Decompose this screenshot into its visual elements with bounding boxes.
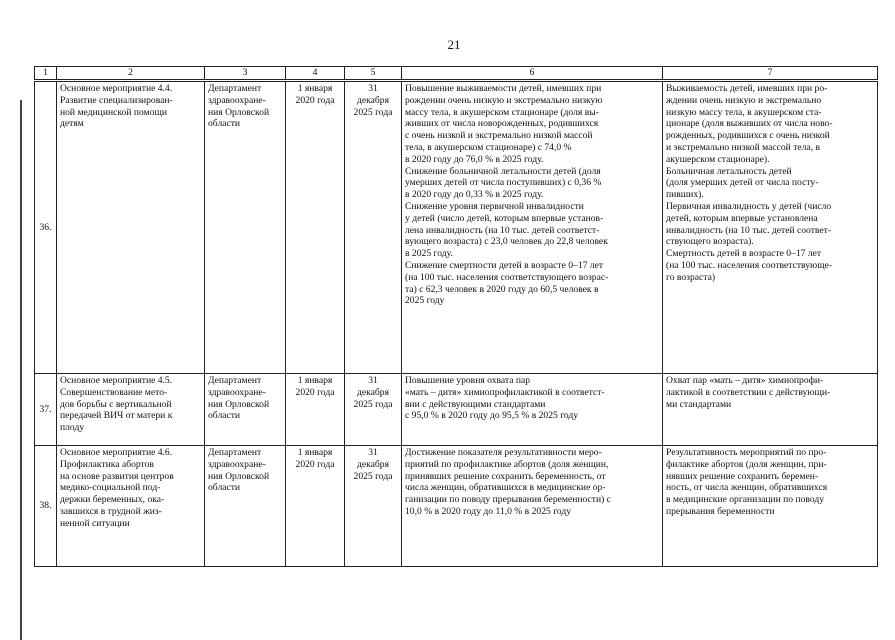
text-line: 1 января <box>297 83 333 94</box>
text-line: Выживаемость детей, имевших при ро- <box>666 83 828 94</box>
text-line: держки беременных, ока- <box>60 494 165 506</box>
text-line: здравоохране- <box>208 386 266 398</box>
text-line: (на 100 тыс. населения соответствующего возрас- <box>405 271 609 283</box>
text-line: здравоохране- <box>208 458 266 470</box>
text-line: передачей ВИЧ от матери к <box>60 410 173 422</box>
column-header: 7 <box>663 67 878 81</box>
text-line: Результативность мероприятий по про- <box>666 447 827 458</box>
text-line: ния Орловской <box>208 398 270 410</box>
text-line: завшихся в трудной жиз- <box>60 505 162 517</box>
row-number-cell: 38. <box>35 446 57 567</box>
end-date-cell <box>345 446 402 567</box>
start-date-cell <box>286 374 345 446</box>
text-line: 31 <box>368 83 378 94</box>
text-line: декабря <box>356 94 389 106</box>
start-date-cell <box>286 446 345 567</box>
text-line: Департамент <box>208 375 262 386</box>
expected-results-cell <box>402 446 663 567</box>
text-line: Достижение показателя результативности меро- <box>405 447 602 458</box>
text-line: Департамент <box>208 447 262 458</box>
text-line: 2020 года <box>295 386 335 398</box>
text-line: Смертность детей в возрасте 0–17 лет <box>666 248 822 260</box>
table-row <box>35 446 878 567</box>
text-line: «мать – дитя» химиопрофилактикой в соответст- <box>405 386 605 398</box>
page-number: 21 <box>447 37 461 52</box>
text-line: детей, которым впервые установлена <box>666 212 818 224</box>
text-line: умерших детей от числа поступивших) с 0,36 % <box>405 177 602 189</box>
row-number-cell: 36. <box>35 81 57 374</box>
text-line: у детей (число детей, которым впервые установ- <box>405 212 604 224</box>
indicators-cell <box>663 446 878 567</box>
text-line: лактикой в соответствии с действующи- <box>666 386 831 398</box>
text-line: декабря <box>356 458 389 470</box>
text-line: рожденных, родившихся с очень низкой <box>666 130 830 142</box>
column-header: 5 <box>345 67 402 81</box>
text-line: ми стандартами <box>666 398 732 410</box>
text-line: области <box>208 482 241 494</box>
text-line: 31 <box>368 447 378 458</box>
text-line: дов борьбы с вертикальной <box>60 398 172 410</box>
end-date-cell <box>345 81 402 374</box>
column-header: 4 <box>286 67 345 81</box>
text-line: декабря <box>356 386 389 398</box>
text-line: акушерском стационаре). <box>666 153 770 165</box>
text-line: Основное мероприятие 4.4. <box>60 83 173 94</box>
column-header: 2 <box>57 67 205 81</box>
text-line: 31 <box>368 375 378 386</box>
indicators-cell <box>663 81 878 374</box>
table-row <box>35 374 878 446</box>
text-line: Больничная летальность детей <box>666 165 792 177</box>
text-line: филактике абортов (доля женщин, при- <box>666 458 827 470</box>
text-line: области <box>208 118 241 130</box>
activity-name-cell <box>57 446 205 567</box>
text-line: массу тела, в акушерском стационаре (доля вы- <box>405 106 599 118</box>
text-line: Основное мероприятие 4.5. <box>60 375 173 386</box>
text-line: 2025 года <box>353 398 393 410</box>
end-date-cell <box>345 374 402 446</box>
start-date-cell <box>286 81 345 374</box>
text-line: живших от числа новорожденных, родившихся <box>405 118 599 130</box>
expected-results-cell <box>402 374 663 446</box>
activity-name-cell <box>57 81 205 374</box>
text-line: детям <box>60 118 84 130</box>
text-line: Первичная инвалидность у детей (число <box>666 200 832 212</box>
executor-cell <box>205 446 286 567</box>
text-line: вии с действующими стандартами <box>405 398 546 410</box>
text-line: в медицинские организации по поводу <box>666 494 825 506</box>
binding-margin-line <box>20 100 22 640</box>
text-line: низкую массу тела, в акушерском ста- <box>666 106 822 118</box>
text-line: ционаре (доля выживших от числа ново- <box>666 118 833 130</box>
text-line: ной медицинской помощи <box>60 106 167 118</box>
text-line: Повышение выживаемости детей, имевших при <box>405 83 602 94</box>
text-line: лена инвалидность (на 10 тыс. детей соответст- <box>405 224 600 236</box>
text-line: 10,0 % в 2020 году до 11,0 % в 2025 году <box>405 505 572 517</box>
text-line: ганизации по поводу прерывания беременности) с <box>405 494 611 506</box>
table-row <box>35 81 878 374</box>
text-line: Снижение уровня первичной инвалидности <box>405 200 584 212</box>
text-line: пивших). <box>666 189 704 201</box>
row-number-cell: 37. <box>35 374 57 446</box>
text-line: медико-социальной под- <box>60 482 161 494</box>
text-line: рождении очень низкую и экстремально низкую <box>405 94 603 106</box>
text-line: 2025 года <box>353 106 393 118</box>
text-line: тела, в акушерском стационаре) с 74,0 % <box>405 141 572 153</box>
column-header: 6 <box>402 67 663 81</box>
text-line: в 2025 году. <box>405 248 453 260</box>
text-line: Развитие специализирован- <box>60 94 173 106</box>
text-line: Департамент <box>208 83 262 94</box>
text-line: Основное мероприятие 4.6. <box>60 447 173 458</box>
indicators-cell <box>663 374 878 446</box>
text-line: плоду <box>60 422 85 434</box>
text-line: прерывания беременности <box>666 505 775 517</box>
text-line: с очень низкой и экстремально низкой массой <box>405 130 593 142</box>
expected-results-cell <box>402 81 663 374</box>
text-line: ния Орловской <box>208 106 270 118</box>
text-line: и экстремально низкой массой тела, в <box>666 141 821 153</box>
text-line: 2025 году <box>405 295 445 307</box>
text-line: здравоохране- <box>208 94 266 106</box>
text-line: области <box>208 410 241 422</box>
text-line: ненной ситуации <box>60 517 130 529</box>
text-line: ствующего возраста). <box>666 236 754 248</box>
text-line: приятий по профилактике абортов (доля женщин, <box>405 458 609 470</box>
text-line: Снижение больничной летальности детей (доля <box>405 165 601 177</box>
text-line: Охват пар «мать – дитя» химиопрофи- <box>666 375 824 386</box>
text-line: Профилактика абортов <box>60 458 154 470</box>
text-line: ния Орловской <box>208 470 270 482</box>
text-line: 2020 года <box>295 94 335 106</box>
text-line: (на 100 тыс. населения соответствующе- <box>666 259 833 271</box>
text-line: (доля умерших детей от числа посту- <box>666 177 819 189</box>
text-line: на основе развития центров <box>60 470 174 482</box>
text-line: ность, от числа женщин, обратившихся <box>666 482 828 494</box>
text-line: 1 января <box>297 447 333 458</box>
text-line: в 2020 году до 76,0 % в 2025 году. <box>405 153 544 165</box>
text-line: вующего возраста) с 23,0 человек до 22,8 человек <box>405 236 608 248</box>
text-line: 1 января <box>297 375 333 386</box>
text-line: Повышение уровня охвата пар <box>405 375 531 386</box>
text-line: принявших решение сохранить беременность, от <box>405 470 606 482</box>
text-line: ждении очень низкую и экстремально <box>666 94 822 106</box>
text-line: Совершенствование мето- <box>60 386 168 398</box>
column-header: 3 <box>205 67 286 81</box>
executor-cell <box>205 81 286 374</box>
text-line: нявших решение сохранить беремен- <box>666 470 819 482</box>
column-number-header-row <box>35 67 878 81</box>
text-line: инвалидность (на 10 тыс. детей соответ- <box>666 224 832 236</box>
text-line: 2020 года <box>295 458 335 470</box>
text-line: го возраста) <box>666 271 716 283</box>
text-line: в 2020 году до 0,33 % в 2025 году. <box>405 189 544 201</box>
text-line: та) с 62,3 человек в 2020 году до 60,5 человек в <box>405 283 599 295</box>
text-line: числа женщин, обратившихся в медицинские ор- <box>405 482 606 494</box>
text-line: 2025 года <box>353 470 393 482</box>
program-activities-table <box>34 66 878 567</box>
text-line: с 95,0 % в 2020 году до 95,5 % в 2025 году <box>405 410 579 422</box>
activity-name-cell <box>57 374 205 446</box>
column-header: 1 <box>35 67 57 81</box>
text-line: Снижение смертности детей в возрасте 0–17 лет <box>405 259 604 271</box>
executor-cell <box>205 374 286 446</box>
